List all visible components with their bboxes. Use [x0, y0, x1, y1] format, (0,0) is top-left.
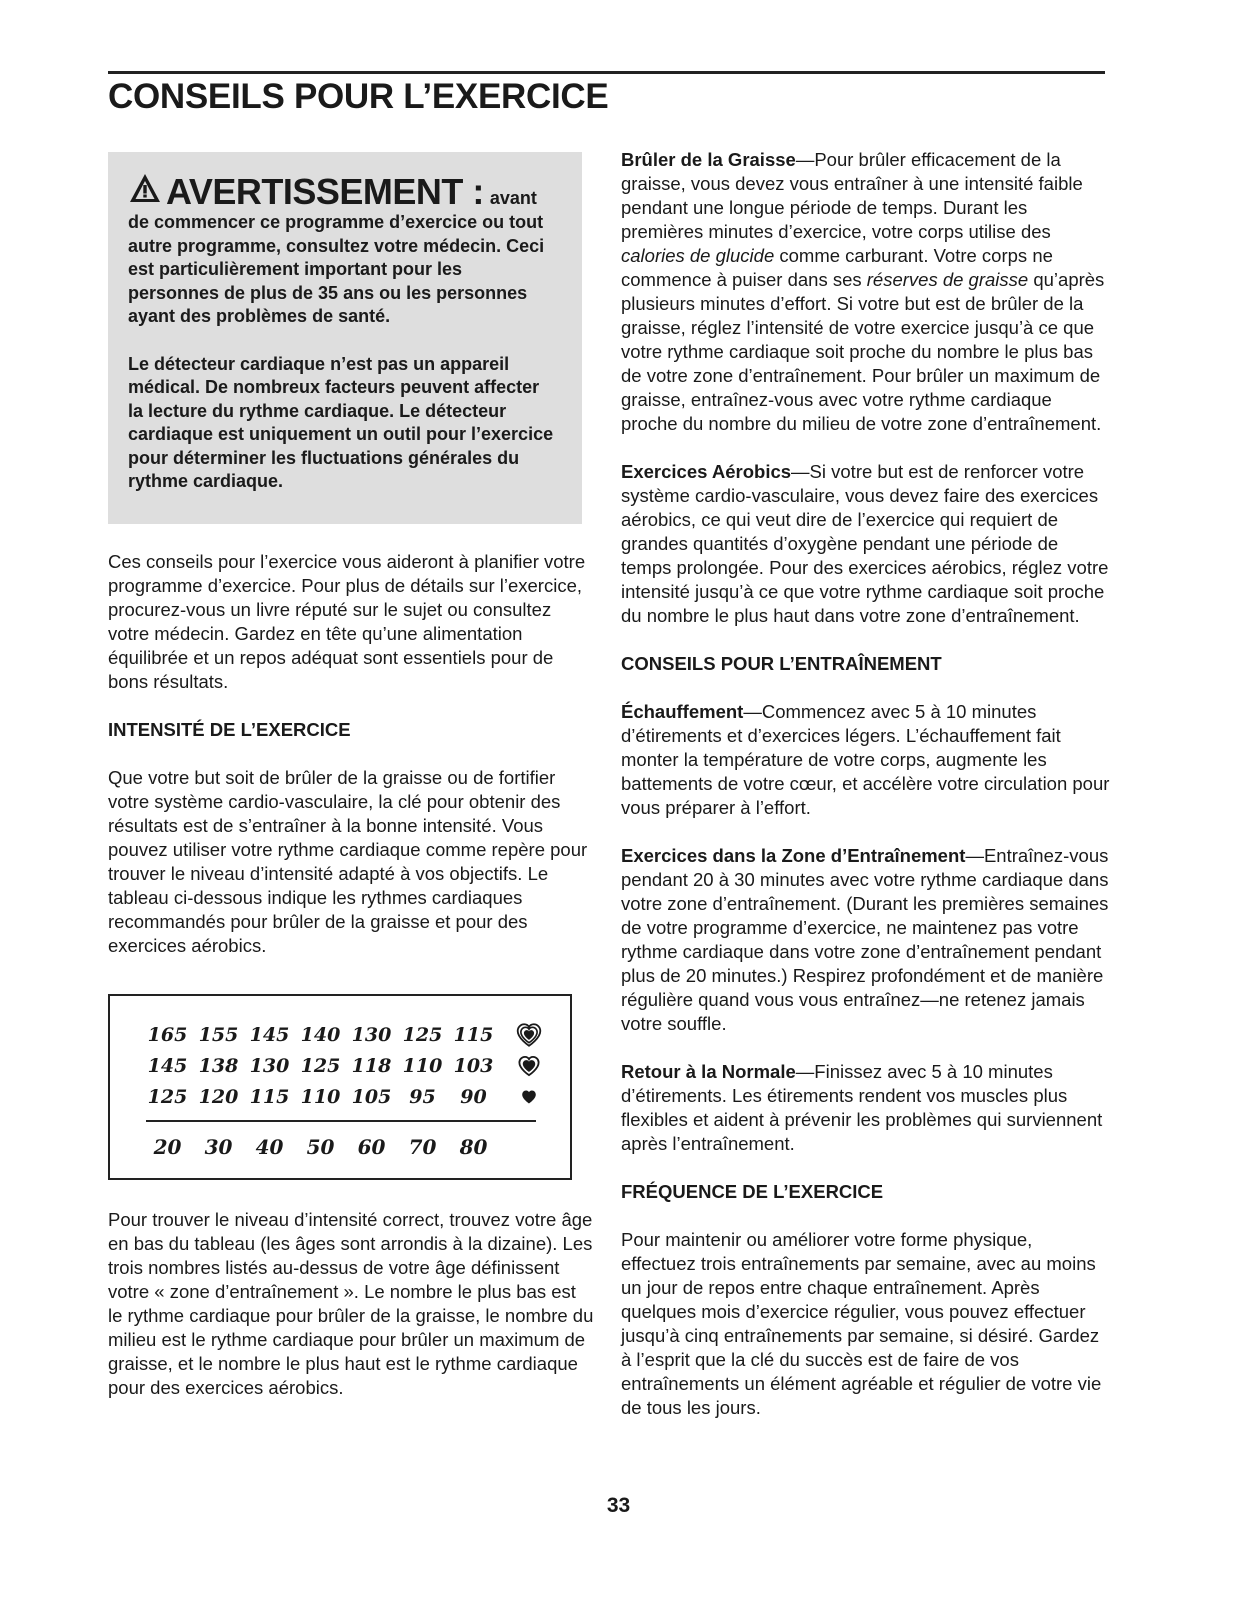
heart-rate-value: 125: [147, 1085, 188, 1108]
heart-rate-value: 110: [402, 1054, 443, 1077]
heart-rate-value: 110: [300, 1085, 341, 1108]
right-column: [621, 148, 1111, 1420]
heart-rate-value: 95: [409, 1085, 436, 1108]
warning-title-suffix: avant: [489, 188, 537, 208]
heart-rate-value: 125: [402, 1023, 443, 1046]
age-value: 40: [255, 1134, 284, 1159]
heart-rate-value: 105: [351, 1085, 392, 1108]
age-value: 70: [408, 1134, 437, 1159]
warmup-paragraph: [621, 700, 1111, 820]
intensity-paragraph: Que votre but soit de brûler de la graisse ou de fortifier votre système cardio-vasculaire, la clé pour obtenir des résultats est de s’entraîner à la bonne intensité. Vous pouvez utiliser votre rythme cardiaque comme repère pour trouver le niveau d’intensité adapté à vos objectifs. Le tableau ci-dessous indique les rythmes cardiaques recommandés pour brûler de la graisse et pour des exercices aérobics.: [108, 766, 588, 956]
intensity-heading: INTENSITÉ DE L’EXERCICE: [108, 718, 351, 740]
age-value: 50: [306, 1134, 335, 1159]
cooldown-paragraph: [621, 1060, 1111, 1156]
title-rule: [108, 71, 1105, 74]
frequency-heading: FRÉQUENCE DE L’EXERCICE: [621, 1181, 884, 1202]
heart-rate-value: 103: [453, 1054, 494, 1077]
heart-rate-value: 145: [147, 1054, 188, 1077]
left-column: [108, 148, 594, 1400]
age-row: [142, 1132, 499, 1162]
heart-rate-value: 130: [351, 1023, 392, 1046]
aerobic-paragraph: [621, 460, 1111, 628]
fat-burn-emphasis-1: calories de glucide: [621, 245, 775, 266]
heart-rate-value: 155: [198, 1023, 239, 1046]
warning-text-1: de commencer ce programme d’exercice ou tout autre programme, consultez votre médecin. Ceci est particulièrement important pour les personnes de plus de 35 ans ou les personnes ayant des problèmes de santé.: [128, 212, 545, 326]
intro-paragraph: Ces conseils pour l’exercice vous aideront à planifier votre programme d’exercice. Pour plus de détails sur l’exercice, procurez-vous un livre réputé sur le sujet ou consultez votre médecin. Gardez en tête qu’une alimentation équilibrée et un repos adéquat sont essentiels pour de bons résultats.: [108, 550, 586, 692]
table-divider: [146, 1120, 536, 1122]
page-title: CONSEILS POUR L’EXERCICE: [108, 77, 609, 116]
warmup-term: Échauffement: [621, 701, 744, 722]
page-number: 33: [606, 1494, 631, 1517]
heart-rate-value: 125: [300, 1054, 341, 1077]
warning-triangle-icon: [128, 172, 162, 204]
heart-rate-value: 115: [249, 1085, 290, 1108]
zone-text: —Entraînez-vous pendant 20 à 30 minutes avec votre rythme cardiaque dans votre zone d’entraînement. (Durant les premières semaines de votre programme d’exercice, ne maintenez pas votre rythme cardiaque dans votre zone d’entraînement pendant plus de 20 minutes.) Respirez profondément et de manière régulière quand vous vous entraînez—ne retenez jamais votre souffle.: [621, 845, 1109, 1034]
heart-icon: [499, 1084, 559, 1111]
fat-burn-term: Brûler de la Graisse: [621, 149, 796, 170]
aerobic-text: —Si votre but est de renforcer votre système cardio-vasculaire, vous devez faire des exercices aérobics, ce qui veut dire de l’exercice qui requiert de grandes quantités d’oxygène pendant une période de temps prolongée. Pour des exercices aérobics, réglez votre intensité jusqu’à ce que votre rythme cardiaque soit proche du nombre le plus haut dans votre zone d’entraînement.: [621, 461, 1109, 626]
warning-title: AVERTISSEMENT :: [166, 171, 484, 212]
heart-rate-grid: [142, 1022, 559, 1111]
training-heading: CONSEILS POUR L’ENTRAÎNEMENT: [621, 653, 942, 674]
double-heart-icon: [499, 1053, 559, 1080]
triple-heart-icon: [499, 1022, 559, 1049]
heart-rate-value: 140: [300, 1023, 341, 1046]
heart-rate-value: 120: [198, 1085, 239, 1108]
warning-text-2: Le détecteur cardiaque n’est pas un appareil médical. De nombreux facteurs peuvent affecter la lecture du rythme cardiaque. Le détecteur cardiaque est uniquement un outil pour l’exercice pour déterminer les fluctuations générales du rythme cardiaque.: [128, 353, 554, 491]
fat-burn-text-a: —Pour brûler efficacement de la graisse, vous devez vous entraîner à une intensité faible pendant une longue période de temps. Durant les premières minutes d’exercice, votre corps utilise des: [621, 149, 1083, 242]
age-value: 30: [204, 1134, 233, 1159]
fat-burn-text-b: comme carburant. Votre corps ne commence à puiser dans ses: [621, 245, 1053, 290]
zone-term: Exercices dans la Zone d’Entraînement: [621, 845, 966, 866]
cooldown-term: Retour à la Normale: [621, 1061, 796, 1082]
heart-rate-value: 90: [460, 1085, 487, 1108]
cooldown-text: —Finissez avec 5 à 10 minutes d’étirements. Les étirements rendent vos muscles plus flexibles et aident à prévenir les problèmes qui surviennent après l’entraînement.: [621, 1061, 1103, 1154]
fat-burn-emphasis-2: réserves de graisse: [866, 269, 1029, 290]
heart-rate-value: 118: [351, 1054, 392, 1077]
fat-burn-paragraph: [621, 148, 1111, 436]
aerobic-term: Exercices Aérobics: [621, 461, 792, 482]
frequency-paragraph: Pour maintenir ou améliorer votre forme physique, effectuez trois entraînements par semaine, avec au moins un jour de repos entre chaque entraînement. Après quelques mois d’exercice régulier, vous pouvez effectuer jusqu’à cinq entraînements par semaine, si désiré. Gardez à l’esprit que la clé du succès est de faire de vos entraînements un élément agréable et régulier de votre vie de tous les jours.: [621, 1229, 1102, 1418]
age-value: 80: [459, 1134, 488, 1159]
warning-box: [108, 152, 582, 524]
zone-paragraph: [621, 844, 1111, 1036]
heart-rate-table: [108, 994, 572, 1180]
heart-rate-value: 130: [249, 1054, 290, 1077]
heart-rate-value: 145: [249, 1023, 290, 1046]
heart-rate-value: 165: [147, 1023, 188, 1046]
zone-explanation-paragraph: Pour trouver le niveau d’intensité correct, trouvez votre âge en bas du tableau (les âges sont arrondis à la dizaine). Les trois nombres listés au-dessus de votre âge définissent votre « zone d’entraînement ». Le nombre le plus bas est le rythme cardiaque pour brûler de la graisse, le nombre du milieu est le rythme cardiaque pour brûler un maximum de graisse, et le nombre le plus haut est le rythme cardiaque pour des exercices aérobics.: [108, 1208, 594, 1398]
warmup-text: —Commencez avec 5 à 10 minutes d’étirements et d’exercices légers. L’échauffement fait monter la température de votre corps, augmente les battements de votre cœur, et accélère votre circulation pour vous préparer à l’effort.: [621, 701, 1110, 818]
heart-rate-value: 115: [453, 1023, 494, 1046]
age-value: 60: [357, 1134, 386, 1159]
warning-header: [128, 172, 554, 211]
age-value: 20: [153, 1134, 182, 1159]
fat-burn-text-c: qu’après plusieurs minutes d’effort. Si votre but est de brûler de la graisse, réglez l’intensité de votre exercice jusqu’à ce que votre rythme cardiaque soit proche du nombre le plus bas de votre zone d’entraînement. Pour brûler un maximum de graisse, entraînez-vous avec votre rythme cardiaque proche du nombre du milieu de votre zone d’entraînement.: [621, 269, 1105, 434]
heart-rate-value: 138: [198, 1054, 239, 1077]
